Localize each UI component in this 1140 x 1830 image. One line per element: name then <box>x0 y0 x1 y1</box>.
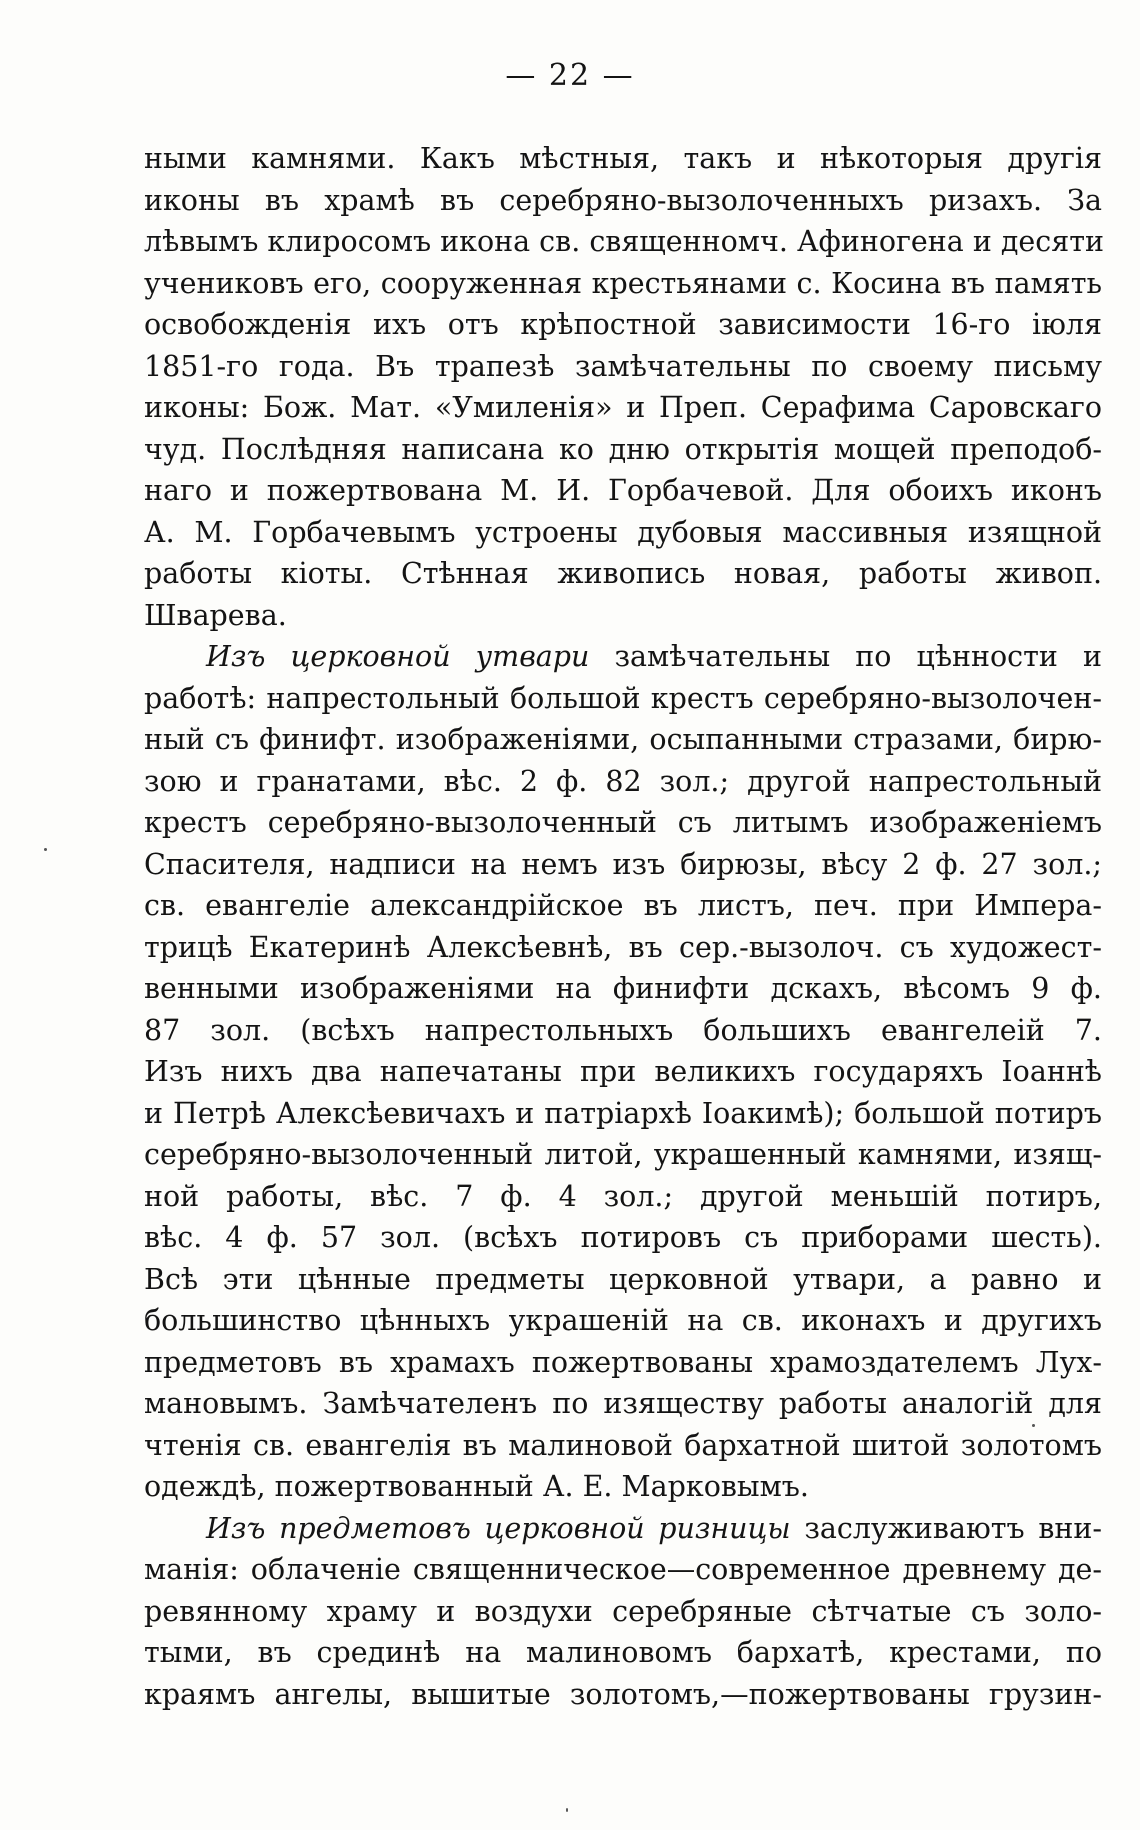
text-line: ной работы, вѣс. 7 ф. 4 зол.; другой меньшій потиръ, <box>144 1179 1102 1213</box>
text-line: Всѣ эти цѣнные предметы церковной утвари, а равно и <box>144 1262 1102 1296</box>
text-line: работѣ: напрестольный большой крестъ серебряно-вызолочен- <box>144 681 1102 715</box>
text-line: наго и пожертвована М. И. Горбачевой. Для обоихъ иконъ <box>144 474 1102 507</box>
text-line: большинство цѣнныхъ украшеній на св. иконахъ и другихъ <box>144 1304 1102 1337</box>
text-line-rest: заслуживаютъ вни- <box>790 1511 1102 1545</box>
text-line: венными изображеніями на финифти дскахъ, вѣсомъ 9 ф. <box>144 972 1102 1005</box>
scan-speck <box>566 1808 568 1812</box>
text-line: зою и гранатами, вѣс. 2 ф. 82 зол.; другой напрестольный <box>144 764 1102 798</box>
section-heading-utvar: Изъ церковной утвари <box>206 640 590 673</box>
text-line: ными камнями. Какъ мѣстныя, такъ и нѣкоторыя другія <box>144 142 1102 175</box>
text-line: серебряно-вызолоченный литой, украшенный камнями, изящ- <box>144 1138 1102 1171</box>
page-body <box>144 138 1102 1715</box>
text-line: св. евангеліе александрійское въ листъ, печ. при Импера- <box>144 889 1102 922</box>
paragraph-start-riznica <box>144 1508 1102 1550</box>
text-line: мановымъ. Замѣчателенъ по изяществу работы аналогій для <box>144 1387 1102 1420</box>
text-line: Спасителя, надписи на немъ изъ бирюзы, вѣсу 2 ф. 27 зол.; <box>144 847 1102 881</box>
text-line: Изъ нихъ два напечатаны при великихъ государяхъ Іоаннѣ <box>144 1055 1102 1088</box>
text-line: иконы: Бож. Мат. «Умиленія» и Преп. Серафима Саровскаго <box>144 391 1102 424</box>
text-line: ный съ финифт. изображеніями, осыпанными стразами, бирю- <box>144 723 1102 756</box>
text-line: манія: облаченіе священническое—современное древнему де- <box>144 1553 1102 1586</box>
paragraph-start-utvar <box>144 636 1102 678</box>
text-line: чуд. Послѣдняя написана ко дню открытія мощей преподоб- <box>144 432 1102 466</box>
text-line: А. М. Горбачевымъ устроены дубовыя массивныя изящной <box>144 515 1102 549</box>
text-line-rest: замѣчательны по цѣнности и <box>589 640 1102 673</box>
scan-speck <box>44 848 47 851</box>
text-line: учениковъ его, сооруженная крестьянами с. Косина въ память <box>144 266 1102 300</box>
text-line: тыми, въ срединѣ на малиновомъ бархатѣ, крестами, по <box>144 1636 1102 1669</box>
text-line: Шварева. <box>144 598 287 632</box>
text-line: чтенія св. евангелія въ малиновой бархатной шитой золотомъ <box>144 1428 1102 1462</box>
text-line: трицѣ Екатеринѣ Алексѣевнѣ, въ сер.-вызолоч. съ художест- <box>144 930 1102 964</box>
text-line: 87 зол. (всѣхъ напрестольныхъ большихъ евангелеій 7. <box>144 1013 1102 1047</box>
text-line: 1851-го года. Въ трапезѣ замѣчательны по своему письму <box>144 349 1102 383</box>
text-line: иконы въ храмѣ въ серебряно-вызолоченныхъ ризахъ. За <box>144 183 1102 217</box>
text-line: предметовъ въ храмахъ пожертвованы храмоздателемъ Лух- <box>144 1345 1102 1379</box>
text-line: краямъ ангелы, вышитые золотомъ,—пожертвованы грузин- <box>144 1677 1102 1711</box>
text-line: работы кіоты. Стѣнная живопись новая, работы живоп. <box>144 557 1102 590</box>
text-line: и Петрѣ Алексѣевичахъ и патріархѣ Іоакимѣ); большой потиръ <box>144 1096 1102 1130</box>
text-line: вѣс. 4 ф. 57 зол. (всѣхъ потировъ съ приборами шесть). <box>144 1221 1102 1254</box>
text-line: одеждѣ, пожертвованный А. Е. Марковымъ. <box>144 1470 809 1503</box>
text-line: ревянному храму и воздухи серебряные сѣтчатые съ золо- <box>144 1594 1102 1628</box>
text-line: лѣвымъ клиросомъ икона св. священномч. Афиногена и десяти <box>144 225 1104 258</box>
text-line: освобожденія ихъ отъ крѣпостной зависимости 16-го іюля <box>144 308 1102 341</box>
text-line: крестъ серебряно-вызолоченный съ литымъ изображеніемъ <box>144 806 1102 839</box>
page-number: — 22 — <box>505 58 635 93</box>
section-heading-riznica: Изъ предметовъ церковной ризницы <box>206 1511 791 1545</box>
scan-speck <box>1032 1424 1035 1427</box>
